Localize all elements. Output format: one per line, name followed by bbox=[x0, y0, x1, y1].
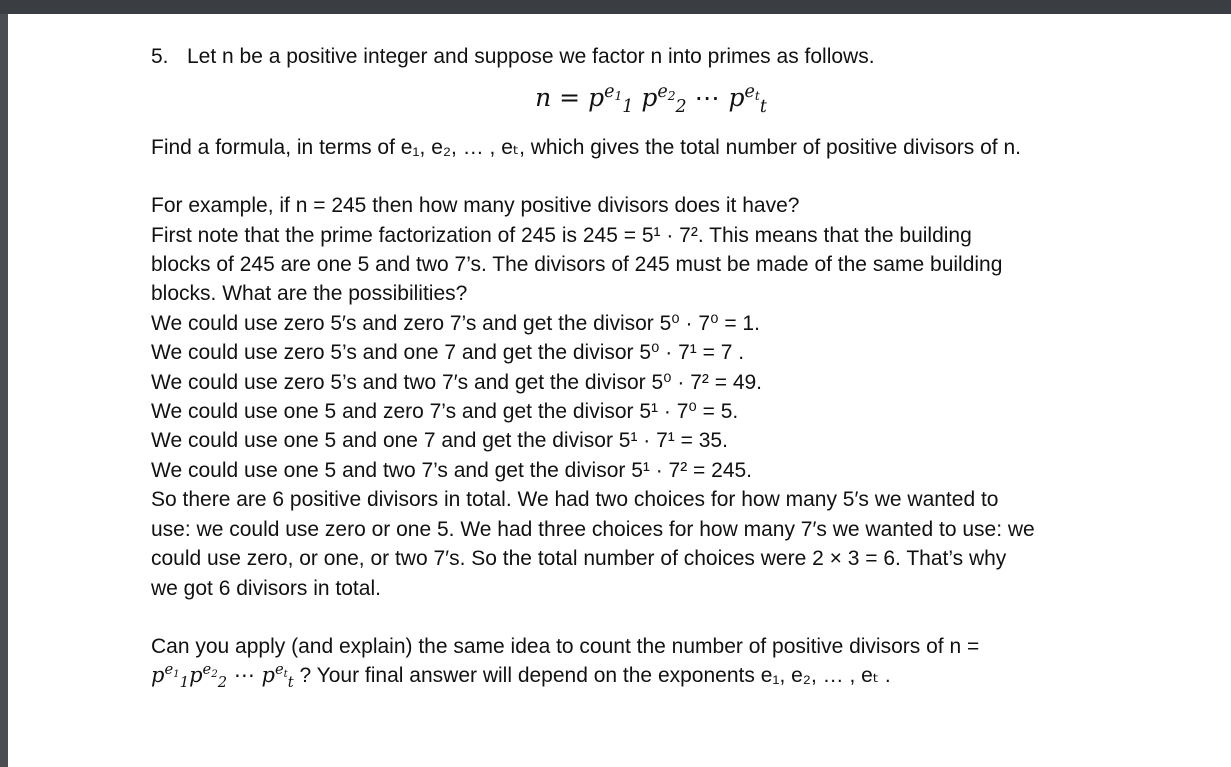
case-line: We could use zero 5′s and zero 7’s and get the divisor 5⁰ · 7⁰ = 1. bbox=[151, 311, 760, 335]
problem-5 bbox=[151, 42, 1111, 691]
case-line: We could use one 5 and one 7 and get the divisor 5¹ · 7¹ = 35. bbox=[151, 429, 728, 453]
ask-text: Find a formula, in terms of e₁, e₂, … , eₜ, which gives the total number of positive divisors of n. bbox=[151, 135, 1021, 159]
viewer-left-edge bbox=[0, 14, 8, 767]
explanation-line-1: First note that the prime factorization of 245 is 245 = 5¹ · 7². This means that the building bbox=[151, 223, 972, 247]
viewer-top-bar bbox=[0, 0, 1231, 14]
explanation-line-2: blocks of 245 are one 5 and two 7’s. The divisors of 245 must be made of the same building bbox=[151, 253, 1003, 277]
closing-line-1: Can you apply (and explain) the same idea to count the number of positive divisors of n = bbox=[151, 634, 980, 658]
problem-number: 5. bbox=[151, 45, 169, 68]
closing-tail: ? Your final answer will depend on the exponents e₁, e₂, … , eₜ . bbox=[299, 664, 891, 688]
explanation-line-3: blocks. What are the possibilities? bbox=[151, 282, 468, 306]
summary-line-2: use: we could use zero or one 5. We had three choices for how many 7′s we wanted to use: we bbox=[151, 517, 1035, 541]
case-line: We could use one 5 and zero 7’s and get the divisor 5¹ · 7⁰ = 5. bbox=[151, 400, 739, 424]
example-question: For example, if n = 245 then how many positive divisors does it have? bbox=[151, 194, 800, 218]
case-line: We could use one 5 and two 7’s and get the divisor 5¹ · 7² = 245. bbox=[151, 458, 753, 482]
document-page bbox=[8, 14, 1231, 767]
factorization-formula: $n = p^{e_1}_1$ $p^{e_2}_2$ ⋯ $p^{e_t}_t$ bbox=[535, 81, 767, 117]
summary-line-4: we got 6 divisors in total. bbox=[151, 576, 381, 600]
case-line: We could use zero 5’s and one 7 and get the divisor 5⁰ · 7¹ = 7 . bbox=[151, 341, 745, 365]
inline-factorization: $p^{e_1}_1p^{e_2}_2$ ⋯ $p^{e_t}_t$ bbox=[151, 661, 294, 691]
problem-intro bbox=[151, 42, 1111, 71]
case-line: We could use zero 5’s and two 7′s and get the divisor 5⁰ · 7² = 49. bbox=[151, 370, 763, 394]
closing-line-2 bbox=[151, 661, 1111, 690]
summary-line-1: So there are 6 positive divisors in total. We had two choices for how many 5′s we wanted to bbox=[151, 488, 999, 512]
intro-text: Let n be a positive integer and suppose we factor n into primes as follows. bbox=[187, 45, 875, 68]
summary-line-3: could use zero, or one, or two 7′s. So the total number of choices were 2 × 3 = 6. That’s why bbox=[151, 547, 1007, 571]
